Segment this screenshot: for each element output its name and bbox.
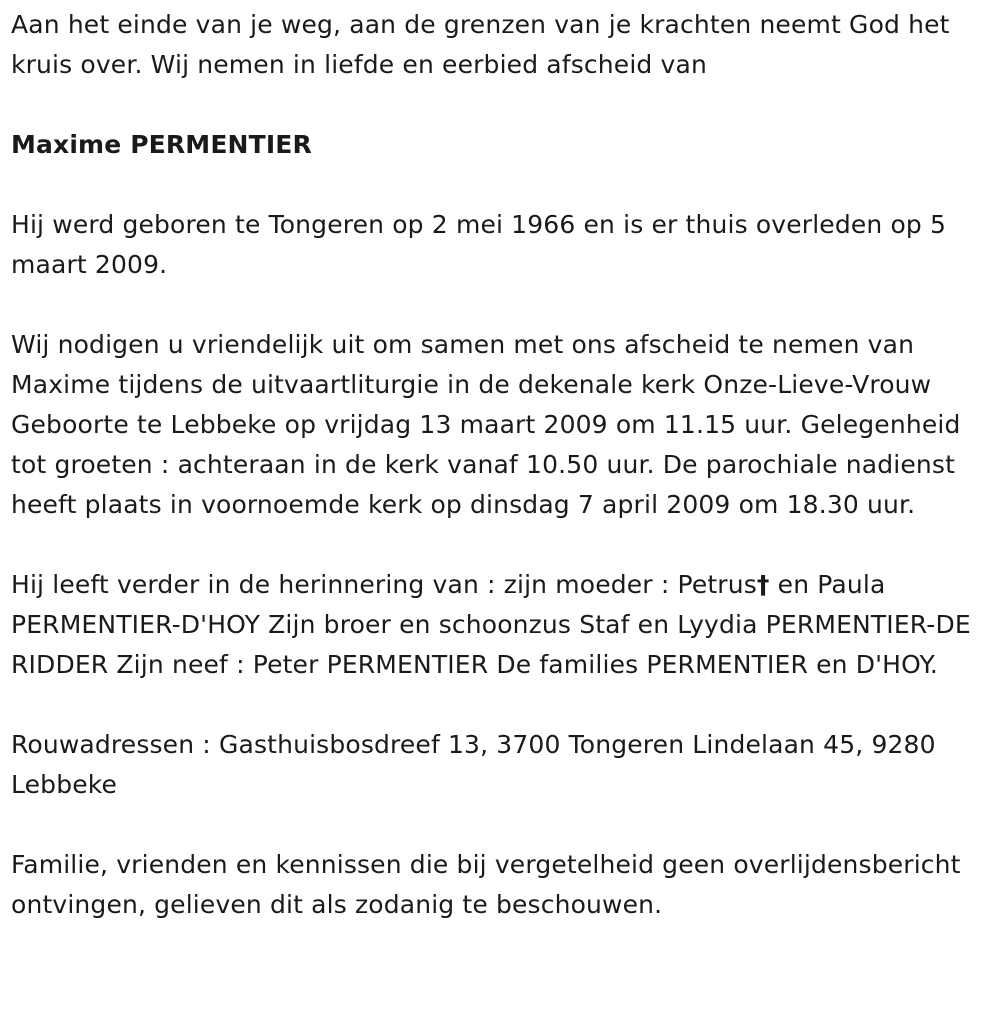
remembrance-text-end: en Paula PERMENTIER-D'HOY Zijn broer en schoonzus Staf en Lyydia PERMENTIER-DE RIDDER Zijn neef : Peter PERMENTIER De families PERMENTIER en D'HOY. bbox=[11, 570, 971, 679]
birth-death-paragraph: Hij werd geboren te Tongeren op 2 mei 1966 en is er thuis overleden op 5 maart 2009. bbox=[11, 210, 947, 279]
deceased-name: Maxime PERMENTIER bbox=[11, 130, 312, 159]
remembrance-paragraph bbox=[11, 565, 993, 685]
closing-paragraph: Familie, vrienden en kennissen die bij vergetelheid geen overlijdensbericht ontvingen, gelieven dit als zodanig te beschouwen. bbox=[11, 850, 961, 919]
invitation-paragraph: Wij nodigen u vriendelijk uit om samen met ons afscheid te nemen van Maxime tijdens de uitvaartliturgie in de dekenale kerk Onze-Lieve-Vrouw Geboorte te Lebbeke op vrijdag 13 maart 2009 om 11.15 uur. Gelegenheid tot groeten : achteraan in de kerk vanaf 10.50 uur. De parochiale nadienst heeft plaats in voornoemde kerk op dinsdag 7 april 2009 om 18.30 uur. bbox=[11, 330, 961, 519]
intro-paragraph: Aan het einde van je weg, aan de grenzen van je krachten neemt God het kruis over. Wij nemen in liefde en eerbied afscheid van bbox=[11, 10, 950, 79]
obituary-notice bbox=[11, 5, 993, 925]
cross-icon: † bbox=[756, 570, 770, 599]
remembrance-text-start: Hij leeft verder in de herinnering van : zijn moeder : Petrus bbox=[11, 570, 757, 599]
addresses-paragraph: Rouwadressen : Gasthuisbosdreef 13, 3700 Tongeren Lindelaan 45, 9280 Lebbeke bbox=[11, 730, 936, 799]
